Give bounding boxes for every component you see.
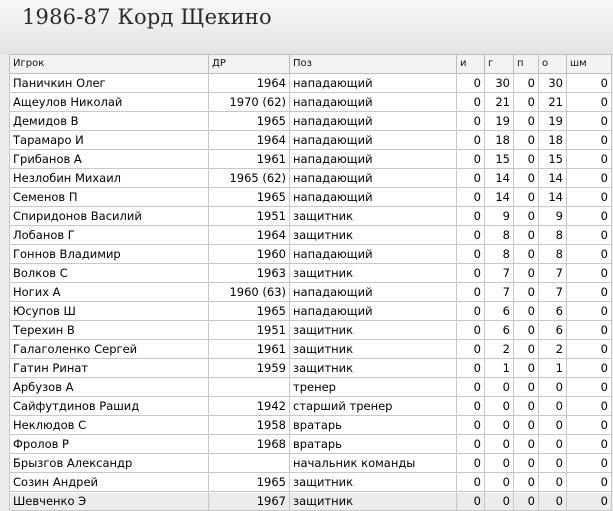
header-points: о (539, 55, 567, 74)
cell-games: 0 (457, 340, 485, 359)
cell-position: защитник (290, 321, 457, 340)
table-row (10, 93, 612, 112)
cell-games: 0 (457, 473, 485, 492)
table-row (10, 302, 612, 321)
cell-position: нападающий (290, 169, 457, 188)
cell-penalty-minutes: 0 (567, 302, 612, 321)
cell-assists: 0 (514, 131, 539, 150)
cell-penalty-minutes: 0 (567, 378, 612, 397)
cell-birth-year: 1965 (209, 112, 290, 131)
cell-points: 0 (539, 397, 567, 416)
cell-points: 0 (539, 454, 567, 473)
roster-table (9, 54, 612, 511)
cell-birth-year (209, 378, 290, 397)
cell-penalty-minutes: 0 (567, 226, 612, 245)
cell-games: 0 (457, 283, 485, 302)
cell-penalty-minutes: 0 (567, 112, 612, 131)
cell-games: 0 (457, 359, 485, 378)
cell-assists: 0 (514, 435, 539, 454)
cell-assists: 0 (514, 112, 539, 131)
header-birth-year: ДР (209, 55, 290, 74)
cell-penalty-minutes: 0 (567, 416, 612, 435)
cell-birth-year: 1960 (209, 245, 290, 264)
cell-position: нападающий (290, 188, 457, 207)
cell-birth-year (209, 454, 290, 473)
cell-penalty-minutes: 0 (567, 492, 612, 511)
cell-penalty-minutes: 0 (567, 359, 612, 378)
cell-assists: 0 (514, 321, 539, 340)
cell-games: 0 (457, 264, 485, 283)
cell-birth-year: 1942 (209, 397, 290, 416)
cell-points: 0 (539, 378, 567, 397)
cell-birth-year: 1967 (209, 492, 290, 511)
table-row (10, 397, 612, 416)
cell-position: защитник (290, 473, 457, 492)
cell-assists: 0 (514, 226, 539, 245)
cell-goals: 8 (485, 226, 514, 245)
cell-position: нападающий (290, 150, 457, 169)
cell-player-name: Галаголенко Сергей (10, 340, 209, 359)
cell-birth-year: 1965 (209, 302, 290, 321)
cell-birth-year: 1965 (62) (209, 169, 290, 188)
cell-goals: 7 (485, 264, 514, 283)
cell-position: защитник (290, 359, 457, 378)
table-row (10, 131, 612, 150)
cell-penalty-minutes: 0 (567, 207, 612, 226)
table-row (10, 492, 612, 511)
cell-player-name: Сайфутдинов Рашид (10, 397, 209, 416)
cell-games: 0 (457, 188, 485, 207)
roster-body (10, 74, 612, 511)
cell-goals: 15 (485, 150, 514, 169)
cell-assists: 0 (514, 302, 539, 321)
cell-position: нападающий (290, 112, 457, 131)
cell-goals: 8 (485, 245, 514, 264)
cell-player-name: Фролов Р (10, 435, 209, 454)
cell-goals: 6 (485, 321, 514, 340)
roster-sheet (9, 54, 611, 508)
table-row (10, 454, 612, 473)
cell-points: 14 (539, 188, 567, 207)
cell-player-name: Ащеулов Николай (10, 93, 209, 112)
cell-penalty-minutes: 0 (567, 150, 612, 169)
cell-birth-year: 1965 (209, 188, 290, 207)
cell-goals: 0 (485, 378, 514, 397)
cell-goals: 30 (485, 74, 514, 93)
cell-points: 6 (539, 321, 567, 340)
table-row (10, 245, 612, 264)
table-row (10, 359, 612, 378)
cell-goals: 18 (485, 131, 514, 150)
cell-birth-year: 1951 (209, 207, 290, 226)
cell-penalty-minutes: 0 (567, 74, 612, 93)
cell-penalty-minutes: 0 (567, 397, 612, 416)
cell-birth-year: 1970 (62) (209, 93, 290, 112)
cell-birth-year: 1960 (63) (209, 283, 290, 302)
cell-birth-year: 1958 (209, 416, 290, 435)
cell-position: нападающий (290, 131, 457, 150)
cell-goals: 6 (485, 302, 514, 321)
cell-games: 0 (457, 397, 485, 416)
page-title: 1986-87 Корд Щекино (22, 5, 272, 29)
cell-goals: 14 (485, 169, 514, 188)
cell-points: 7 (539, 283, 567, 302)
cell-position: тренер (290, 378, 457, 397)
cell-player-name: Тарамаро И (10, 131, 209, 150)
cell-games: 0 (457, 245, 485, 264)
cell-birth-year: 1961 (209, 150, 290, 169)
cell-games: 0 (457, 131, 485, 150)
cell-player-name: Юсупов Ш (10, 302, 209, 321)
cell-penalty-minutes: 0 (567, 435, 612, 454)
cell-birth-year: 1963 (209, 264, 290, 283)
table-row (10, 188, 612, 207)
table-row (10, 112, 612, 131)
cell-points: 8 (539, 226, 567, 245)
cell-assists: 0 (514, 283, 539, 302)
cell-games: 0 (457, 112, 485, 131)
cell-position: вратарь (290, 435, 457, 454)
cell-goals: 0 (485, 416, 514, 435)
cell-birth-year: 1964 (209, 74, 290, 93)
cell-player-name: Гоннов Владимир (10, 245, 209, 264)
cell-points: 15 (539, 150, 567, 169)
cell-position: нападающий (290, 283, 457, 302)
header-player: Игрок (10, 55, 209, 74)
cell-goals: 0 (485, 397, 514, 416)
table-row (10, 207, 612, 226)
cell-player-name: Грибанов А (10, 150, 209, 169)
cell-penalty-minutes: 0 (567, 169, 612, 188)
cell-assists: 0 (514, 473, 539, 492)
cell-birth-year: 1965 (209, 473, 290, 492)
cell-goals: 9 (485, 207, 514, 226)
cell-penalty-minutes: 0 (567, 93, 612, 112)
cell-player-name: Созин Андрей (10, 473, 209, 492)
cell-games: 0 (457, 454, 485, 473)
cell-penalty-minutes: 0 (567, 283, 612, 302)
cell-player-name: Паничкин Олег (10, 74, 209, 93)
cell-assists: 0 (514, 150, 539, 169)
cell-goals: 7 (485, 283, 514, 302)
title-banner (0, 0, 613, 54)
cell-penalty-minutes: 0 (567, 131, 612, 150)
cell-goals: 0 (485, 473, 514, 492)
cell-games: 0 (457, 207, 485, 226)
cell-assists: 0 (514, 207, 539, 226)
cell-assists: 0 (514, 454, 539, 473)
cell-assists: 0 (514, 359, 539, 378)
cell-player-name: Незлобин Михаил (10, 169, 209, 188)
cell-points: 21 (539, 93, 567, 112)
cell-position: защитник (290, 207, 457, 226)
cell-assists: 0 (514, 188, 539, 207)
cell-birth-year: 1959 (209, 359, 290, 378)
cell-birth-year: 1951 (209, 321, 290, 340)
cell-assists: 0 (514, 378, 539, 397)
table-row (10, 340, 612, 359)
cell-points: 19 (539, 112, 567, 131)
cell-birth-year: 1964 (209, 226, 290, 245)
cell-goals: 19 (485, 112, 514, 131)
cell-assists: 0 (514, 93, 539, 112)
table-row (10, 283, 612, 302)
cell-games: 0 (457, 169, 485, 188)
cell-goals: 0 (485, 435, 514, 454)
table-row (10, 150, 612, 169)
cell-position: нападающий (290, 74, 457, 93)
cell-points: 18 (539, 131, 567, 150)
cell-player-name: Волков С (10, 264, 209, 283)
cell-birth-year: 1968 (209, 435, 290, 454)
cell-position: защитник (290, 264, 457, 283)
cell-points: 0 (539, 416, 567, 435)
cell-penalty-minutes: 0 (567, 321, 612, 340)
cell-player-name: Лобанов Г (10, 226, 209, 245)
cell-penalty-minutes: 0 (567, 454, 612, 473)
header-games: и (457, 55, 485, 74)
cell-games: 0 (457, 93, 485, 112)
cell-birth-year: 1964 (209, 131, 290, 150)
cell-position: защитник (290, 340, 457, 359)
cell-assists: 0 (514, 397, 539, 416)
cell-player-name: Неклюдов С (10, 416, 209, 435)
cell-points: 1 (539, 359, 567, 378)
cell-player-name: Шевченко Э (10, 492, 209, 511)
cell-assists: 0 (514, 74, 539, 93)
cell-games: 0 (457, 302, 485, 321)
cell-penalty-minutes: 0 (567, 188, 612, 207)
cell-player-name: Терехин В (10, 321, 209, 340)
cell-player-name: Брызгов Александр (10, 454, 209, 473)
cell-games: 0 (457, 321, 485, 340)
cell-birth-year: 1961 (209, 340, 290, 359)
cell-player-name: Демидов В (10, 112, 209, 131)
cell-points: 7 (539, 264, 567, 283)
cell-goals: 0 (485, 454, 514, 473)
cell-games: 0 (457, 150, 485, 169)
table-row (10, 74, 612, 93)
cell-player-name: Арбузов А (10, 378, 209, 397)
cell-games: 0 (457, 492, 485, 511)
cell-games: 0 (457, 74, 485, 93)
cell-goals: 0 (485, 492, 514, 511)
cell-penalty-minutes: 0 (567, 340, 612, 359)
cell-position: защитник (290, 492, 457, 511)
cell-points: 6 (539, 302, 567, 321)
cell-games: 0 (457, 378, 485, 397)
cell-points: 8 (539, 245, 567, 264)
cell-games: 0 (457, 416, 485, 435)
cell-points: 0 (539, 473, 567, 492)
table-row (10, 226, 612, 245)
cell-assists: 0 (514, 340, 539, 359)
cell-position: вратарь (290, 416, 457, 435)
cell-goals: 21 (485, 93, 514, 112)
header-goals: г (485, 55, 514, 74)
cell-goals: 2 (485, 340, 514, 359)
cell-points: 0 (539, 435, 567, 454)
cell-points: 30 (539, 74, 567, 93)
table-row (10, 378, 612, 397)
cell-assists: 0 (514, 264, 539, 283)
header-position: Поз (290, 55, 457, 74)
cell-position: старший тренер (290, 397, 457, 416)
cell-points: 2 (539, 340, 567, 359)
cell-player-name: Гатин Ринат (10, 359, 209, 378)
cell-goals: 14 (485, 188, 514, 207)
cell-games: 0 (457, 435, 485, 454)
cell-position: защитник (290, 226, 457, 245)
cell-player-name: Семенов П (10, 188, 209, 207)
cell-penalty-minutes: 0 (567, 473, 612, 492)
cell-assists: 0 (514, 492, 539, 511)
table-row (10, 321, 612, 340)
cell-position: начальник команды (290, 454, 457, 473)
table-row (10, 435, 612, 454)
cell-penalty-minutes: 0 (567, 245, 612, 264)
cell-points: 0 (539, 492, 567, 511)
header-row (10, 55, 612, 74)
cell-assists: 0 (514, 416, 539, 435)
cell-penalty-minutes: 0 (567, 264, 612, 283)
table-row (10, 416, 612, 435)
header-assists: п (514, 55, 539, 74)
cell-points: 14 (539, 169, 567, 188)
cell-goals: 1 (485, 359, 514, 378)
cell-points: 9 (539, 207, 567, 226)
table-row (10, 169, 612, 188)
cell-player-name: Спиридонов Василий (10, 207, 209, 226)
cell-assists: 0 (514, 245, 539, 264)
cell-position: нападающий (290, 302, 457, 321)
header-penalty-minutes: шм (567, 55, 612, 74)
cell-position: нападающий (290, 245, 457, 264)
cell-assists: 0 (514, 169, 539, 188)
cell-position: нападающий (290, 93, 457, 112)
table-row (10, 264, 612, 283)
cell-player-name: Ногих А (10, 283, 209, 302)
table-row (10, 473, 612, 492)
cell-games: 0 (457, 226, 485, 245)
